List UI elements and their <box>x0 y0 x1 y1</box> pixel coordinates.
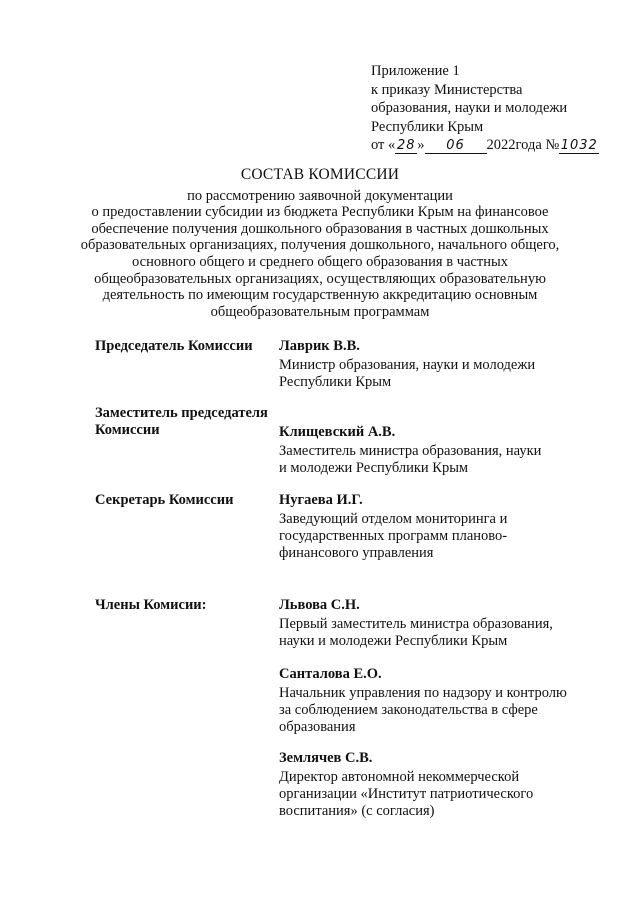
member-position-line: за соблюдением законодательства в сфере <box>279 702 538 718</box>
member-position-line: государственных программ планово- <box>279 528 508 544</box>
date-prefix: от « <box>371 137 396 153</box>
heading-line: о предоставлении субсидии из бюджета Республики Крым на финансовое <box>91 204 549 221</box>
member-deputy <box>279 424 541 477</box>
member-position-line: Директор автономной некоммерческой <box>279 769 520 785</box>
handwritten-month: 06 <box>425 139 487 154</box>
member-name: Землячев С.В. <box>279 750 373 766</box>
member-name: Клищевский А.В. <box>279 424 396 440</box>
member-position-line: Республики Крым <box>279 374 392 390</box>
member-position-line: финансового управления <box>279 545 434 561</box>
role-chair: Председатель Комиссии <box>95 338 253 354</box>
member-chair <box>279 338 535 391</box>
member-position-line: и молодежи Республики Крым <box>279 460 469 476</box>
heading-line: по рассмотрению заявочной документации <box>187 187 453 204</box>
handwritten-day: 28 <box>397 138 416 153</box>
member-item <box>279 597 553 650</box>
heading-line: обеспечение получения дошкольного образования в частных дошкольных <box>91 220 549 237</box>
role-deputy <box>95 405 268 439</box>
date-mid: » <box>417 137 425 153</box>
heading-line: общеобразовательным программам <box>210 303 430 320</box>
member-position-line: организации «Институт патриотического <box>279 786 534 802</box>
appendix-ministry: образования, науки и молодежи <box>371 100 568 116</box>
member-position-line: Заведующий отделом мониторинга и <box>279 511 508 527</box>
role-deputy-line: Заместитель председателя <box>95 405 268 421</box>
member-position-line: Первый заместитель министра образования, <box>279 616 553 632</box>
member-name: Нугаева И.Г. <box>279 492 363 508</box>
role-secretary: Секретарь Комиссии <box>95 492 234 508</box>
member-position-line: Заместитель министра образования, науки <box>279 443 542 459</box>
member-name: Львова С.Н. <box>279 597 360 613</box>
member-position-line: воспитания» (с согласия) <box>279 803 435 819</box>
appendix-block <box>371 62 599 155</box>
member-position-line: Министр образования, науки и молодежи <box>279 357 536 373</box>
appendix-date-line <box>371 136 599 155</box>
heading-line: общеобразовательных организациях, осуществляющих образовательную <box>94 270 546 287</box>
member-name: Лаврик В.В. <box>279 338 360 354</box>
appendix-title: Приложение 1 <box>371 63 460 79</box>
heading-line: деятельность по имеющим государственную аккредитацию основным <box>102 287 538 304</box>
member-position-line: Начальник управления по надзору и контролю <box>279 685 567 701</box>
document-heading <box>70 167 570 320</box>
date-year: 2022года № <box>486 137 560 153</box>
member-name: Санталова Е.О. <box>279 666 382 682</box>
heading-line: образовательных организациях, получения дошкольного, начального общего, <box>80 237 560 254</box>
member-item <box>279 666 567 736</box>
member-position-line: науки и молодежи Республики Крым <box>279 633 508 649</box>
member-secretary <box>279 492 507 562</box>
document-title: СОСТАВ КОМИССИИ <box>240 166 400 183</box>
role-members: Члены Комисии: <box>95 597 207 613</box>
handwritten-order-number: 1032 <box>560 138 598 153</box>
role-deputy-line: Комиссии <box>95 422 160 438</box>
appendix-republic: Республики Крым <box>371 118 484 135</box>
member-position-line: образования <box>279 719 356 735</box>
member-item <box>279 750 533 820</box>
appendix-order-ref: к приказу Министерства <box>371 81 523 98</box>
heading-line: основного общего и среднего общего образования в частных <box>132 253 508 270</box>
